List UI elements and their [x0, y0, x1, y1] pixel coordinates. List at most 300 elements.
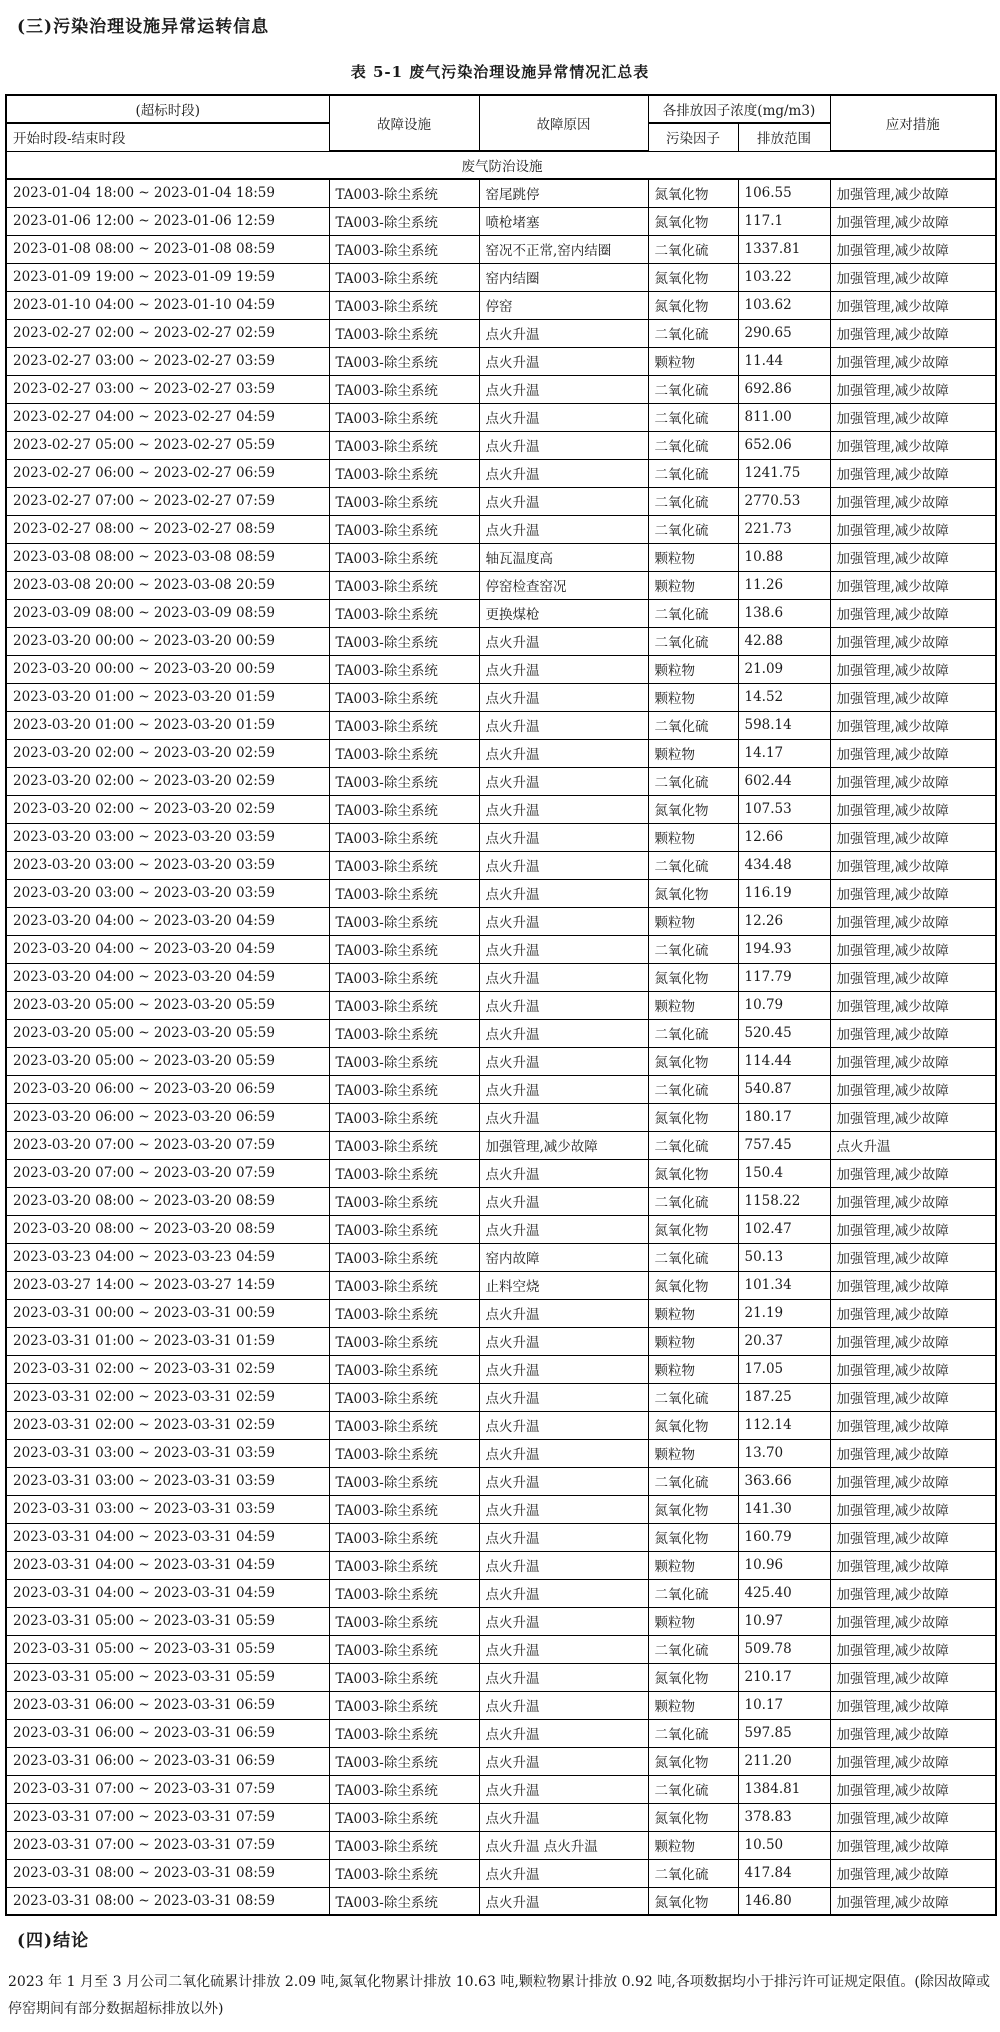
cell-pollutant: 颗粒物 [648, 1607, 738, 1635]
cell-pollutant: 二氧化硫 [648, 1719, 738, 1747]
cell-reason: 点火升温 [479, 655, 648, 683]
cell-period: 2023-03-31 08:00 ~ 2023-03-31 08:59 [6, 1887, 329, 1915]
cell-period: 2023-03-31 06:00 ~ 2023-03-31 06:59 [6, 1719, 329, 1747]
cell-reason: 点火升温 [479, 1187, 648, 1215]
table-row [6, 1019, 996, 1047]
cell-reason: 点火升温 [479, 1103, 648, 1131]
table-row [6, 1579, 996, 1607]
cell-pollutant: 二氧化硫 [648, 1775, 738, 1803]
cell-range: 211.20 [738, 1747, 830, 1775]
cell-range: 21.19 [738, 1299, 830, 1327]
cell-range: 10.50 [738, 1831, 830, 1859]
cell-measures: 加强管理,减少故障 [830, 571, 996, 599]
table-row [6, 795, 996, 823]
cell-period: 2023-01-09 19:00 ~ 2023-01-09 19:59 [6, 263, 329, 291]
cell-range: 10.96 [738, 1551, 830, 1579]
cell-measures: 加强管理,减少故障 [830, 1439, 996, 1467]
cell-measures: 加强管理,减少故障 [830, 1803, 996, 1831]
cell-period: 2023-03-09 08:00 ~ 2023-03-09 08:59 [6, 599, 329, 627]
cell-range: 17.05 [738, 1355, 830, 1383]
cell-reason: 停窑检查窑况 [479, 571, 648, 599]
cell-range: 103.62 [738, 291, 830, 319]
cell-measures: 加强管理,减少故障 [830, 1327, 996, 1355]
table-row [6, 1243, 996, 1271]
cell-measures: 加强管理,减少故障 [830, 1887, 996, 1915]
cell-pollutant: 颗粒物 [648, 991, 738, 1019]
table-row [6, 179, 996, 207]
cell-period: 2023-03-31 03:00 ~ 2023-03-31 03:59 [6, 1495, 329, 1523]
cell-measures: 加强管理,减少故障 [830, 599, 996, 627]
cell-pollutant: 氮氧化物 [648, 1159, 738, 1187]
cell-facility: TA003-除尘系统 [329, 879, 479, 907]
cell-measures: 加强管理,减少故障 [830, 823, 996, 851]
cell-period: 2023-02-27 04:00 ~ 2023-02-27 04:59 [6, 403, 329, 431]
cell-range: 150.4 [738, 1159, 830, 1187]
table-row [6, 459, 996, 487]
cell-period: 2023-03-31 01:00 ~ 2023-03-31 01:59 [6, 1327, 329, 1355]
cell-period: 2023-03-20 01:00 ~ 2023-03-20 01:59 [6, 711, 329, 739]
cell-measures: 加强管理,减少故障 [830, 1075, 996, 1103]
cell-reason: 点火升温 [479, 1215, 648, 1243]
cell-facility: TA003-除尘系统 [329, 487, 479, 515]
cell-pollutant: 颗粒物 [648, 683, 738, 711]
cell-pollutant: 氮氧化物 [648, 1887, 738, 1915]
cell-period: 2023-02-27 03:00 ~ 2023-02-27 03:59 [6, 375, 329, 403]
cell-range: 146.80 [738, 1887, 830, 1915]
cell-measures: 加强管理,减少故障 [830, 207, 996, 235]
cell-reason: 点火升温 [479, 1383, 648, 1411]
cell-pollutant: 颗粒物 [648, 1831, 738, 1859]
cell-pollutant: 颗粒物 [648, 347, 738, 375]
table-row [6, 1047, 996, 1075]
table-row [6, 1131, 996, 1159]
cell-pollutant: 氮氧化物 [648, 795, 738, 823]
cell-range: 141.30 [738, 1495, 830, 1523]
cell-measures: 加强管理,减少故障 [830, 375, 996, 403]
header-period-group: (超标时段) [6, 95, 329, 123]
cell-facility: TA003-除尘系统 [329, 1495, 479, 1523]
cell-period: 2023-01-08 08:00 ~ 2023-01-08 08:59 [6, 235, 329, 263]
cell-measures: 加强管理,减少故障 [830, 711, 996, 739]
cell-pollutant: 二氧化硫 [648, 1635, 738, 1663]
table-row [6, 1187, 996, 1215]
cell-reason: 点火升温 [479, 1635, 648, 1663]
table-row [6, 823, 996, 851]
cell-range: 11.26 [738, 571, 830, 599]
cell-range: 363.66 [738, 1467, 830, 1495]
cell-measures: 加强管理,减少故障 [830, 543, 996, 571]
conclusion-paragraph: 2023 年 1 月至 3 月公司二氧化硫累计排放 2.09 吨,氮氧化物累计排放 10.63 吨,颗粒物累计排放 0.92 吨,各项数据均小于排污许可证规定限值。(除因故障或停窑期间有部分数据超标排放以外) [8, 1974, 990, 2017]
cell-pollutant: 二氧化硫 [648, 935, 738, 963]
table-row [6, 1747, 996, 1775]
cell-range: 10.79 [738, 991, 830, 1019]
cell-facility: TA003-除尘系统 [329, 1215, 479, 1243]
cell-facility: TA003-除尘系统 [329, 599, 479, 627]
header-concentration-group: 各排放因子浓度(mg/m3) [648, 95, 830, 123]
cell-reason: 点火升温 [479, 431, 648, 459]
cell-reason: 点火升温 [479, 319, 648, 347]
cell-measures: 加强管理,减少故障 [830, 1215, 996, 1243]
cell-measures: 加强管理,减少故障 [830, 1411, 996, 1439]
cell-pollutant: 二氧化硫 [648, 431, 738, 459]
cell-facility: TA003-除尘系统 [329, 795, 479, 823]
table-row [6, 543, 996, 571]
header-period-sub: 开始时段-结束时段 [6, 123, 329, 151]
cell-reason: 点火升温 [479, 1467, 648, 1495]
cell-reason: 点火升温 [479, 403, 648, 431]
cell-pollutant: 二氧化硫 [648, 1243, 738, 1271]
cell-pollutant: 二氧化硫 [648, 711, 738, 739]
table-row [6, 1859, 996, 1887]
table-row [6, 1075, 996, 1103]
cell-period: 2023-03-31 04:00 ~ 2023-03-31 04:59 [6, 1523, 329, 1551]
table-row [6, 487, 996, 515]
cell-measures: 加强管理,减少故障 [830, 403, 996, 431]
cell-measures: 加强管理,减少故障 [830, 431, 996, 459]
cell-reason: 点火升温 [479, 459, 648, 487]
cell-facility: TA003-除尘系统 [329, 1663, 479, 1691]
cell-measures: 加强管理,减少故障 [830, 1719, 996, 1747]
cell-pollutant: 氮氧化物 [648, 291, 738, 319]
cell-range: 138.6 [738, 599, 830, 627]
cell-range: 112.14 [738, 1411, 830, 1439]
table-row [6, 1411, 996, 1439]
cell-measures: 加强管理,减少故障 [830, 1159, 996, 1187]
cell-reason: 点火升温 [479, 1075, 648, 1103]
cell-facility: TA003-除尘系统 [329, 963, 479, 991]
cell-pollutant: 二氧化硫 [648, 459, 738, 487]
cell-period: 2023-03-20 05:00 ~ 2023-03-20 05:59 [6, 1019, 329, 1047]
cell-facility: TA003-除尘系统 [329, 1075, 479, 1103]
cell-pollutant: 氮氧化物 [648, 263, 738, 291]
cell-measures: 加强管理,减少故障 [830, 1859, 996, 1887]
cell-measures: 加强管理,减少故障 [830, 319, 996, 347]
cell-period: 2023-03-20 08:00 ~ 2023-03-20 08:59 [6, 1215, 329, 1243]
cell-facility: TA003-除尘系统 [329, 1047, 479, 1075]
cell-measures: 加强管理,减少故障 [830, 1691, 996, 1719]
cell-pollutant: 二氧化硫 [648, 235, 738, 263]
cell-measures: 加强管理,减少故障 [830, 683, 996, 711]
cell-measures: 加强管理,减少故障 [830, 1355, 996, 1383]
cell-pollutant: 二氧化硫 [648, 1131, 738, 1159]
cell-measures: 加强管理,减少故障 [830, 1187, 996, 1215]
cell-facility: TA003-除尘系统 [329, 235, 479, 263]
cell-pollutant: 氮氧化物 [648, 1803, 738, 1831]
cell-period: 2023-03-23 04:00 ~ 2023-03-23 04:59 [6, 1243, 329, 1271]
cell-measures: 加强管理,减少故障 [830, 1383, 996, 1411]
cell-period: 2023-03-31 07:00 ~ 2023-03-31 07:59 [6, 1831, 329, 1859]
cell-period: 2023-03-31 03:00 ~ 2023-03-31 03:59 [6, 1439, 329, 1467]
cell-pollutant: 氮氧化物 [648, 1271, 738, 1299]
cell-reason: 窑尾跳停 [479, 179, 648, 207]
cell-measures: 加强管理,减少故障 [830, 991, 996, 1019]
cell-measures: 加强管理,减少故障 [830, 1775, 996, 1803]
cell-range: 20.37 [738, 1327, 830, 1355]
cell-pollutant: 氮氧化物 [648, 1747, 738, 1775]
cell-reason: 点火升温 [479, 347, 648, 375]
cell-period: 2023-02-27 06:00 ~ 2023-02-27 06:59 [6, 459, 329, 487]
cell-reason: 点火升温 [479, 1019, 648, 1047]
cell-facility: TA003-除尘系统 [329, 1243, 479, 1271]
cell-period: 2023-03-20 02:00 ~ 2023-03-20 02:59 [6, 739, 329, 767]
cell-pollutant: 颗粒物 [648, 1691, 738, 1719]
cell-pollutant: 氮氧化物 [648, 179, 738, 207]
table-row [6, 1271, 996, 1299]
table-row [6, 1327, 996, 1355]
header-range: 排放范围 [738, 123, 830, 151]
cell-facility: TA003-除尘系统 [329, 263, 479, 291]
cell-facility: TA003-除尘系统 [329, 823, 479, 851]
table-row [6, 1691, 996, 1719]
cell-reason: 窑内故障 [479, 1243, 648, 1271]
table-row [6, 263, 996, 291]
cell-reason: 加强管理,减少故障 [479, 1131, 648, 1159]
cell-reason: 停窑 [479, 291, 648, 319]
cell-facility: TA003-除尘系统 [329, 459, 479, 487]
cell-facility: TA003-除尘系统 [329, 1187, 479, 1215]
cell-measures: 加强管理,减少故障 [830, 1103, 996, 1131]
table-row [6, 851, 996, 879]
cell-reason: 点火升温 [479, 1327, 648, 1355]
cell-range: 42.88 [738, 627, 830, 655]
cell-reason: 点火升温 [479, 1691, 648, 1719]
cell-measures: 加强管理,减少故障 [830, 963, 996, 991]
cell-pollutant: 氮氧化物 [648, 1047, 738, 1075]
cell-range: 692.86 [738, 375, 830, 403]
table-row [6, 1831, 996, 1859]
cell-range: 811.00 [738, 403, 830, 431]
cell-range: 21.09 [738, 655, 830, 683]
cell-measures: 加强管理,减少故障 [830, 1663, 996, 1691]
cell-range: 1241.75 [738, 459, 830, 487]
cell-facility: TA003-除尘系统 [329, 1831, 479, 1859]
table-row [6, 1719, 996, 1747]
cell-measures: 加强管理,减少故障 [830, 1019, 996, 1047]
table-row [6, 627, 996, 655]
cell-facility: TA003-除尘系统 [329, 1607, 479, 1635]
cell-measures: 加强管理,减少故障 [830, 627, 996, 655]
cell-period: 2023-03-31 06:00 ~ 2023-03-31 06:59 [6, 1747, 329, 1775]
cell-reason: 点火升温 [479, 1047, 648, 1075]
cell-measures: 加强管理,减少故障 [830, 263, 996, 291]
cell-measures: 加强管理,减少故障 [830, 739, 996, 767]
cell-facility: TA003-除尘系统 [329, 347, 479, 375]
cell-period: 2023-02-27 07:00 ~ 2023-02-27 07:59 [6, 487, 329, 515]
cell-period: 2023-03-20 07:00 ~ 2023-03-20 07:59 [6, 1131, 329, 1159]
cell-period: 2023-01-10 04:00 ~ 2023-01-10 04:59 [6, 291, 329, 319]
cell-measures: 加强管理,减少故障 [830, 1495, 996, 1523]
cell-reason: 点火升温 [479, 851, 648, 879]
cell-pollutant: 二氧化硫 [648, 1579, 738, 1607]
table-row [6, 1383, 996, 1411]
cell-reason: 点火升温 [479, 711, 648, 739]
table-row [6, 375, 996, 403]
table-row [6, 935, 996, 963]
cell-range: 2770.53 [738, 487, 830, 515]
cell-measures: 加强管理,减少故障 [830, 767, 996, 795]
cell-reason: 点火升温 [479, 1551, 648, 1579]
cell-facility: TA003-除尘系统 [329, 991, 479, 1019]
cell-facility: TA003-除尘系统 [329, 291, 479, 319]
table-row [6, 291, 996, 319]
table-row [6, 1159, 996, 1187]
cell-measures: 加强管理,减少故障 [830, 795, 996, 823]
cell-measures: 加强管理,减少故障 [830, 907, 996, 935]
cell-measures: 加强管理,减少故障 [830, 515, 996, 543]
table-row [6, 655, 996, 683]
cell-range: 1158.22 [738, 1187, 830, 1215]
cell-period: 2023-01-04 18:00 ~ 2023-01-04 18:59 [6, 179, 329, 207]
cell-measures: 加强管理,减少故障 [830, 1271, 996, 1299]
cell-reason: 点火升温 [479, 487, 648, 515]
cell-range: 10.97 [738, 1607, 830, 1635]
cell-measures: 加强管理,减少故障 [830, 1635, 996, 1663]
cell-period: 2023-03-31 02:00 ~ 2023-03-31 02:59 [6, 1411, 329, 1439]
cell-pollutant: 氮氧化物 [648, 1523, 738, 1551]
cell-measures: 加强管理,减少故障 [830, 1607, 996, 1635]
cell-range: 1337.81 [738, 235, 830, 263]
cell-pollutant: 二氧化硫 [648, 1019, 738, 1047]
cell-facility: TA003-除尘系统 [329, 1747, 479, 1775]
table-row [6, 1439, 996, 1467]
cell-facility: TA003-除尘系统 [329, 627, 479, 655]
cell-facility: TA003-除尘系统 [329, 1691, 479, 1719]
cell-period: 2023-02-27 05:00 ~ 2023-02-27 05:59 [6, 431, 329, 459]
header-measures: 应对措施 [830, 95, 996, 151]
cell-reason: 点火升温 [479, 1859, 648, 1887]
cell-range: 210.17 [738, 1663, 830, 1691]
cell-pollutant: 二氧化硫 [648, 487, 738, 515]
cell-facility: TA003-除尘系统 [329, 207, 479, 235]
cell-period: 2023-03-31 05:00 ~ 2023-03-31 05:59 [6, 1607, 329, 1635]
cell-pollutant: 颗粒物 [648, 1355, 738, 1383]
cell-range: 520.45 [738, 1019, 830, 1047]
cell-measures: 加强管理,减少故障 [830, 487, 996, 515]
cell-period: 2023-03-20 04:00 ~ 2023-03-20 04:59 [6, 963, 329, 991]
cell-measures: 加强管理,减少故障 [830, 1299, 996, 1327]
table-row [6, 347, 996, 375]
cell-period: 2023-03-20 05:00 ~ 2023-03-20 05:59 [6, 991, 329, 1019]
cell-facility: TA003-除尘系统 [329, 403, 479, 431]
cell-facility: TA003-除尘系统 [329, 1159, 479, 1187]
cell-period: 2023-03-20 04:00 ~ 2023-03-20 04:59 [6, 907, 329, 935]
cell-reason: 点火升温 [479, 1439, 648, 1467]
cell-reason: 窑况不正常,窑内结圈 [479, 235, 648, 263]
cell-pollutant: 颗粒物 [648, 655, 738, 683]
cell-reason: 点火升温 [479, 963, 648, 991]
cell-measures: 加强管理,减少故障 [830, 1047, 996, 1075]
table-row [6, 907, 996, 935]
cell-range: 180.17 [738, 1103, 830, 1131]
cell-range: 50.13 [738, 1243, 830, 1271]
cell-period: 2023-03-20 00:00 ~ 2023-03-20 00:59 [6, 655, 329, 683]
cell-reason: 点火升温 [479, 879, 648, 907]
cell-range: 221.73 [738, 515, 830, 543]
table-row [6, 1635, 996, 1663]
cell-facility: TA003-除尘系统 [329, 683, 479, 711]
cell-period: 2023-03-20 03:00 ~ 2023-03-20 03:59 [6, 823, 329, 851]
header-reason: 故障原因 [479, 95, 648, 151]
cell-range: 598.14 [738, 711, 830, 739]
cell-range: 540.87 [738, 1075, 830, 1103]
cell-facility: TA003-除尘系统 [329, 1887, 479, 1915]
cell-facility: TA003-除尘系统 [329, 1131, 479, 1159]
cell-reason: 点火升温 [479, 1411, 648, 1439]
header-pollutant: 污染因子 [648, 123, 738, 151]
cell-pollutant: 颗粒物 [648, 1439, 738, 1467]
cell-facility: TA003-除尘系统 [329, 1719, 479, 1747]
header-row-1 [6, 95, 996, 123]
cell-reason: 点火升温 [479, 935, 648, 963]
cell-pollutant: 氮氧化物 [648, 1103, 738, 1131]
cell-pollutant: 颗粒物 [648, 1299, 738, 1327]
table-row [6, 235, 996, 263]
cell-reason: 点火升温 [479, 683, 648, 711]
cell-pollutant: 二氧化硫 [648, 1383, 738, 1411]
cell-facility: TA003-除尘系统 [329, 1439, 479, 1467]
cell-period: 2023-03-20 06:00 ~ 2023-03-20 06:59 [6, 1103, 329, 1131]
table-row [6, 1467, 996, 1495]
cell-period: 2023-03-31 04:00 ~ 2023-03-31 04:59 [6, 1551, 329, 1579]
cell-facility: TA003-除尘系统 [329, 1803, 479, 1831]
cell-range: 509.78 [738, 1635, 830, 1663]
cell-measures: 加强管理,减少故障 [830, 851, 996, 879]
cell-period: 2023-02-27 02:00 ~ 2023-02-27 02:59 [6, 319, 329, 347]
table-row [6, 431, 996, 459]
cell-period: 2023-03-31 00:00 ~ 2023-03-31 00:59 [6, 1299, 329, 1327]
cell-period: 2023-03-20 02:00 ~ 2023-03-20 02:59 [6, 767, 329, 795]
cell-facility: TA003-除尘系统 [329, 1355, 479, 1383]
cell-range: 103.22 [738, 263, 830, 291]
cell-facility: TA003-除尘系统 [329, 319, 479, 347]
cell-reason: 点火升温 [479, 1775, 648, 1803]
cell-pollutant: 二氧化硫 [648, 1467, 738, 1495]
cell-reason: 点火升温 [479, 1159, 648, 1187]
cell-facility: TA003-除尘系统 [329, 935, 479, 963]
cell-range: 116.19 [738, 879, 830, 907]
cell-range: 117.79 [738, 963, 830, 991]
cell-range: 106.55 [738, 179, 830, 207]
cell-pollutant: 颗粒物 [648, 1327, 738, 1355]
cell-period: 2023-03-20 06:00 ~ 2023-03-20 06:59 [6, 1075, 329, 1103]
cell-reason: 更换煤枪 [479, 599, 648, 627]
table-row [6, 1551, 996, 1579]
cell-pollutant: 二氧化硫 [648, 375, 738, 403]
cell-range: 597.85 [738, 1719, 830, 1747]
cell-pollutant: 氮氧化物 [648, 1411, 738, 1439]
cell-pollutant: 二氧化硫 [648, 1859, 738, 1887]
cell-facility: TA003-除尘系统 [329, 431, 479, 459]
header-facility: 故障设施 [329, 95, 479, 151]
cell-period: 2023-03-27 14:00 ~ 2023-03-27 14:59 [6, 1271, 329, 1299]
cell-pollutant: 氮氧化物 [648, 1663, 738, 1691]
cell-pollutant: 颗粒物 [648, 1551, 738, 1579]
cell-measures: 加强管理,减少故障 [830, 347, 996, 375]
cell-period: 2023-03-08 08:00 ~ 2023-03-08 08:59 [6, 543, 329, 571]
cell-period: 2023-03-20 03:00 ~ 2023-03-20 03:59 [6, 851, 329, 879]
cell-range: 652.06 [738, 431, 830, 459]
cell-pollutant: 颗粒物 [648, 823, 738, 851]
table-row [6, 403, 996, 431]
cell-measures: 点火升温 [830, 1131, 996, 1159]
section-4-heading: (四)结论 [17, 1931, 90, 1951]
cell-pollutant: 氮氧化物 [648, 879, 738, 907]
table-row [6, 1803, 996, 1831]
cell-measures: 加强管理,减少故障 [830, 291, 996, 319]
table-row [6, 1607, 996, 1635]
cell-period: 2023-03-31 05:00 ~ 2023-03-31 05:59 [6, 1635, 329, 1663]
table-row [6, 1775, 996, 1803]
